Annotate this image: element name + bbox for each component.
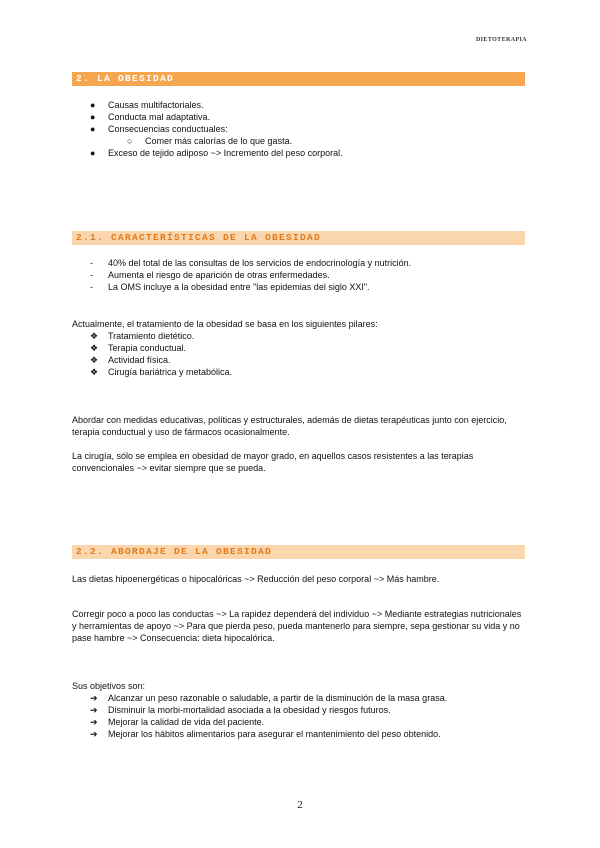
list-item: Cirugía bariátrica y metabólica. [108, 367, 233, 377]
page-number: 2 [297, 799, 303, 811]
bullet-icon: ● [90, 100, 96, 110]
diamond-bullet-icon: ❖ [90, 331, 99, 341]
diamond-bullet-icon: ❖ [90, 355, 99, 365]
paragraph-line: terapia conductual y uso de fármacos ocasionalmente. [72, 427, 290, 437]
list-item: Conducta mal adaptativa. [108, 112, 211, 122]
paragraph-line: pase hambre ~> Consecuencia: dieta hipocalórica. [72, 633, 275, 643]
arrow-bullet-icon: ➔ [90, 729, 98, 739]
pillars-intro: Actualmente, el tratamiento de la obesidad se basa en los siguientes pilares: [72, 319, 378, 329]
list-item: Terapia conductual. [108, 343, 187, 353]
list-item: Actividad física. [108, 355, 171, 365]
list-item: Mejorar los hábitos alimentarios para asegurar el mantenimiento del peso obtenido. [108, 729, 441, 739]
paragraph-line: Corregir poco a poco las conductas ~> La rapidez dependerá del individuo ~> Mediante estrategias nutricionales [72, 609, 522, 619]
list-item: Exceso de tejido adiposo ~> Incremento del peso corporal. [108, 148, 343, 158]
diamond-bullet-icon: ❖ [90, 367, 99, 377]
objectives-intro: Sus objetivos son: [72, 681, 146, 691]
section-heading-abordaje: 2.2. ABORDAJE DE LA OBESIDAD [72, 545, 525, 559]
arrow-bullet-icon: ➔ [90, 717, 98, 727]
paragraph-line: La cirugía, sólo se emplea en obesidad de mayor grado, en aquellos casos resistentes a las terapias [72, 451, 474, 461]
arrow-bullet-icon: ➔ [90, 693, 98, 703]
list-item: Consecuencias conductuales: [108, 124, 228, 134]
paragraph-line: convencionales ~> evitar siempre que se pueda. [72, 463, 266, 473]
section-heading-caracteristicas: 2.1. CARACTERÍSTICAS DE LA OBESIDAD [72, 231, 525, 245]
dash-bullet-icon: - [90, 258, 93, 268]
circle-bullet-icon: ○ [127, 136, 133, 146]
bullet-icon: ● [90, 148, 96, 158]
list-item: Tratamiento dietético. [108, 331, 195, 341]
list-item: Mejorar la calidad de vida del paciente. [108, 717, 265, 727]
list-item: Alcanzar un peso razonable o saludable, a partir de la disminución de la masa grasa. [108, 693, 448, 703]
paragraph-line: y herramientas de apoyo ~> Para que pierda peso, pueda mantenerlo para siempre, sepa gestionar su vida y no [72, 621, 520, 631]
list-item: Disminuir la morbi-mortalidad asociada a la obesidad y riesgos futuros. [108, 705, 391, 715]
list-item: Aumenta el riesgo de aparición de otras enfermedades. [108, 270, 330, 280]
bullet-icon: ● [90, 112, 96, 122]
running-header: DIETOTERAPIA [475, 37, 527, 43]
list-item: Causas multifactoriales. [108, 100, 204, 110]
arrow-bullet-icon: ➔ [90, 705, 98, 715]
diamond-bullet-icon: ❖ [90, 343, 99, 353]
section-heading-obesidad: 2. LA OBESIDAD [72, 72, 525, 86]
list-item: 40% del total de las consultas de los servicios de endocrinología y nutrición. [108, 258, 412, 268]
paragraph-line: Las dietas hipoenergéticas o hipocalóricas ~> Reducción del peso corporal ~> Más hambre. [72, 574, 440, 584]
bullet-icon: ● [90, 124, 96, 134]
dash-bullet-icon: - [90, 282, 93, 292]
dash-bullet-icon: - [90, 270, 93, 280]
sub-list-item: Comer más calorías de lo que gasta. [145, 136, 293, 146]
paragraph-line: Abordar con medidas educativas, políticas y estructurales, además de dietas terapéuticas junto con ejercicio, [72, 415, 507, 425]
list-item: La OMS incluye a la obesidad entre "las epidemias del siglo XXI". [108, 282, 370, 292]
